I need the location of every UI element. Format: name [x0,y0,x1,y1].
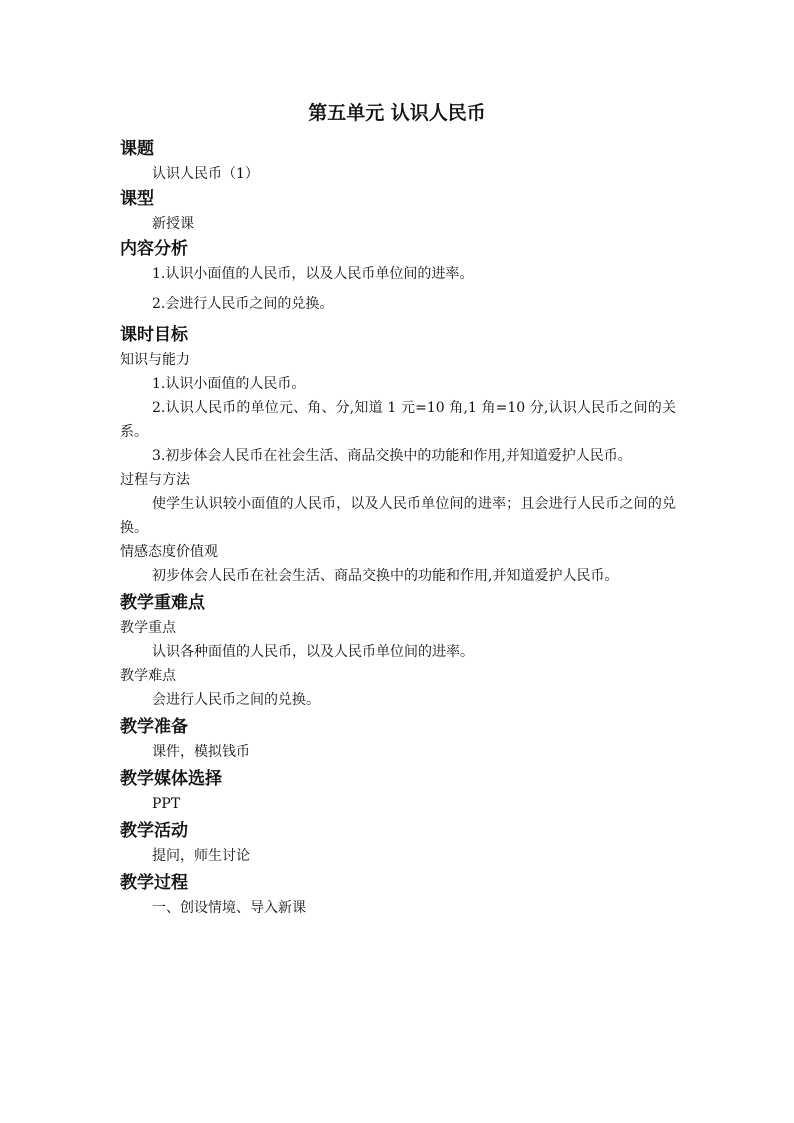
process-text: 使学生认识较小面值的人民币，以及人民币单位间的进率；且会进行人民币之间的兑换。 [120,496,676,536]
media-text: PPT [152,796,181,812]
preparation-text: 课件，模拟钱币 [152,744,250,760]
heading-analysis: 内容分析 [120,239,188,259]
heading-type: 课型 [120,189,154,209]
process-label: 过程与方法 [120,472,190,488]
difficult-text: 会进行人民币之间的兑换。 [152,692,320,708]
document-title: 第五单元 认识人民币 [308,102,486,124]
heading-topic: 课题 [120,139,154,159]
key-label: 教学重点 [120,620,176,636]
knowledge-label: 知识与能力 [120,352,190,368]
process-step-1: 一、创设情境、导入新课 [152,900,306,916]
knowledge-item-3: 3.初步体会人民币在社会生活、商品交换中的功能和作用,并知道爱护人民币。 [152,448,632,464]
emotion-text: 初步体会人民币在社会生活、商品交换中的功能和作用,并知道爱护人民币。 [152,568,619,584]
heading-process-steps: 教学过程 [120,873,188,893]
activity-text: 提问，师生讨论 [152,848,250,864]
heading-keypoints: 教学重难点 [120,593,205,613]
analysis-item-1: 1.认识小面值的人民币，以及人民币单位间的进率。 [152,266,474,282]
topic-text: 认识人民币（1） [152,166,259,182]
knowledge-item-2: 2.认识人民币的单位元、角、分,知道 1 元=10 角,1 角=10 分,认识人民币之间的关系。 [120,400,676,440]
heading-preparation: 教学准备 [120,717,188,737]
difficult-label: 教学难点 [120,668,176,684]
type-text: 新授课 [152,216,194,232]
key-text: 认识各种面值的人民币，以及人民币单位间的进率。 [152,644,474,660]
document-body [120,136,676,920]
heading-media: 教学媒体选择 [120,769,222,789]
knowledge-item-1: 1.认识小面值的人民币。 [152,376,306,392]
heading-activity: 教学活动 [120,821,188,841]
analysis-item-2: 2.会进行人民币之间的兑换。 [152,296,334,312]
heading-objectives: 课时目标 [120,325,188,345]
emotion-label: 情感态度价值观 [120,544,218,560]
